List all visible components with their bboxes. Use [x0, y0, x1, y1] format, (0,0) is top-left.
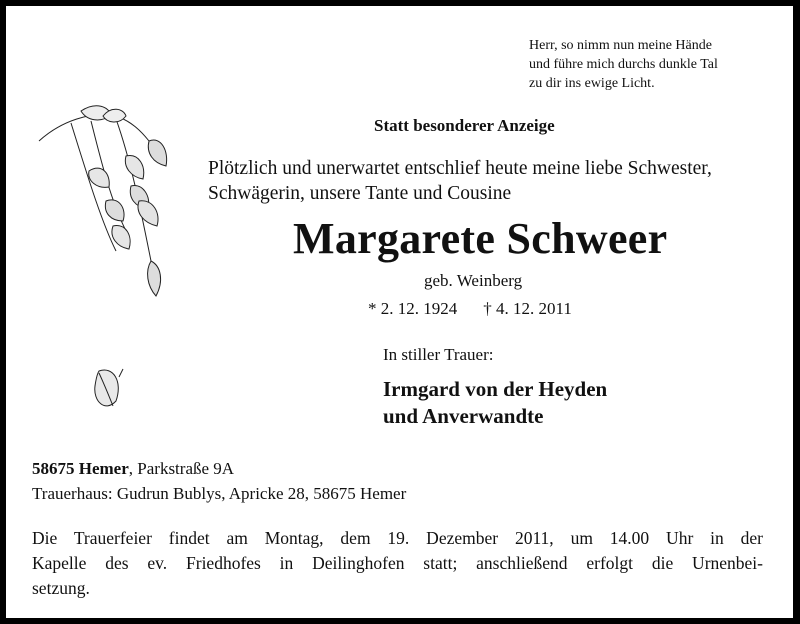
house-of-mourning: Trauerhaus: Gudrun Bublys, Apricke 28, 58675 Hemer [32, 484, 407, 503]
address-street: , Parkstraße 9A [128, 459, 235, 478]
poem-line: und führe mich durchs dunkle Tal [529, 57, 718, 72]
notice-heading: Statt besonderer Anzeige [374, 116, 555, 135]
intro-text [208, 156, 712, 206]
poem-verse [529, 36, 718, 93]
ceremony-line: setzung. [32, 578, 90, 598]
mourner-name: und Anverwandte [383, 404, 544, 428]
life-dates [368, 299, 572, 319]
ceremony-line: Die Trauerfeier findet am Montag, dem 19. Dezember 2011, um 14.00 Uhr in der [32, 528, 763, 548]
ceremony-paragraph [32, 526, 763, 601]
birth-name: geb. Weinberg [424, 271, 523, 290]
intro-line: Schwägerin, unsere Tante und Cousine [208, 183, 512, 204]
mourners [383, 376, 607, 430]
poem-line: Herr, so nimm nun meine Hände [529, 38, 712, 53]
address-block [32, 456, 406, 506]
birch-leaf-branch-icon [31, 101, 181, 426]
mourner-name: Irmgard von der Heyden [383, 377, 608, 401]
address-line [32, 456, 406, 481]
obituary-notice [6, 6, 793, 618]
intro-line: Plötzlich und unerwartet entschlief heute meine liebe Schwester, [208, 158, 712, 179]
birth-date: * 2. 12. 1924 [368, 299, 458, 318]
mourning-label: In stiller Trauer: [383, 345, 494, 364]
poem-line: zu dir ins ewige Licht. [529, 76, 655, 91]
death-date: † 4. 12. 2011 [483, 299, 572, 318]
deceased-name: Margarete Schweer [293, 214, 668, 263]
ceremony-line: Kapelle des ev. Friedhofes in Deilinghofen statt; anschließend erfolgt die Urnenbei- [32, 553, 763, 573]
address-city: 58675 Hemer [32, 459, 129, 478]
